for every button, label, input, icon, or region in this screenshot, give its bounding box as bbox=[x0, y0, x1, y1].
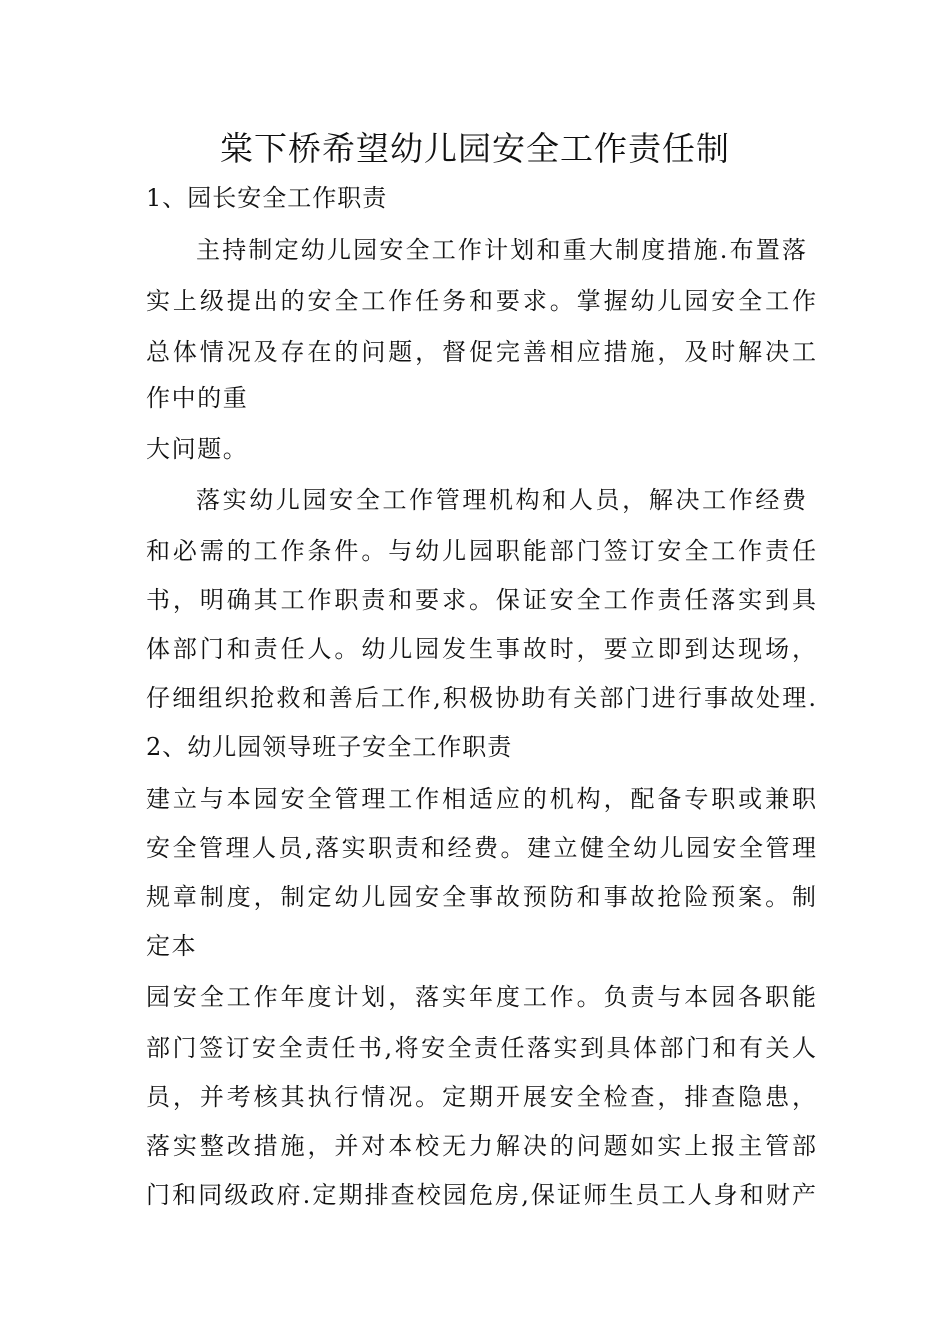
paragraph-line: 员，并考核其执行情况。定期开展安全检查，排查隐患， bbox=[146, 1083, 816, 1111]
paragraph-line: 园安全工作年度计划，落实年度工作。负责与本园各职能 bbox=[146, 983, 816, 1011]
paragraph-line: 部门签订安全责任书,将安全责任落实到具体部门和有关人 bbox=[146, 1034, 816, 1062]
paragraph-line: 建立与本园安全管理工作相适应的机构，配备专职或兼职 bbox=[146, 785, 816, 813]
section-heading-2: 2、幼儿园领导班子安全工作职责 bbox=[146, 733, 513, 761]
paragraph-line: 规章制度，制定幼儿园安全事故预防和事故抢险预案。制 bbox=[146, 883, 816, 911]
section-heading-1: 1、园长安全工作职责 bbox=[146, 184, 388, 212]
paragraph-line: 大问题。 bbox=[146, 435, 249, 463]
paragraph-line: 落实幼儿园安全工作管理机构和人员，解决工作经费 bbox=[196, 486, 806, 514]
paragraph-line: 作中的重 bbox=[146, 384, 249, 412]
paragraph-line: 书，明确其工作职责和要求。保证安全工作责任落实到具 bbox=[146, 586, 816, 614]
paragraph-line: 仔细组织抢救和善后工作,积极协助有关部门进行事故处理. bbox=[146, 684, 816, 712]
document-title: 棠下桥希望幼儿园安全工作责任制 bbox=[220, 129, 730, 168]
paragraph-line: 安全管理人员,落实职责和经费。建立健全幼儿园安全管理 bbox=[146, 834, 816, 862]
paragraph-line: 落实整改措施，并对本校无力解决的问题如实上报主管部 bbox=[146, 1132, 816, 1160]
paragraph-line: 主持制定幼儿园安全工作计划和重大制度措施.布置落 bbox=[196, 236, 806, 264]
paragraph-line: 总体情况及存在的问题，督促完善相应措施，及时解决工 bbox=[146, 338, 816, 366]
paragraph-line: 实上级提出的安全工作任务和要求。掌握幼儿园安全工作 bbox=[146, 287, 816, 315]
paragraph-line: 门和同级政府.定期排查校园危房,保证师生员工人身和财产 bbox=[146, 1181, 816, 1209]
paragraph-line: 和必需的工作条件。与幼儿园职能部门签订安全工作责任 bbox=[146, 537, 816, 565]
paragraph-line: 定本 bbox=[146, 932, 198, 960]
paragraph-line: 体部门和责任人。幼儿园发生事故时，要立即到达现场， bbox=[146, 635, 816, 663]
